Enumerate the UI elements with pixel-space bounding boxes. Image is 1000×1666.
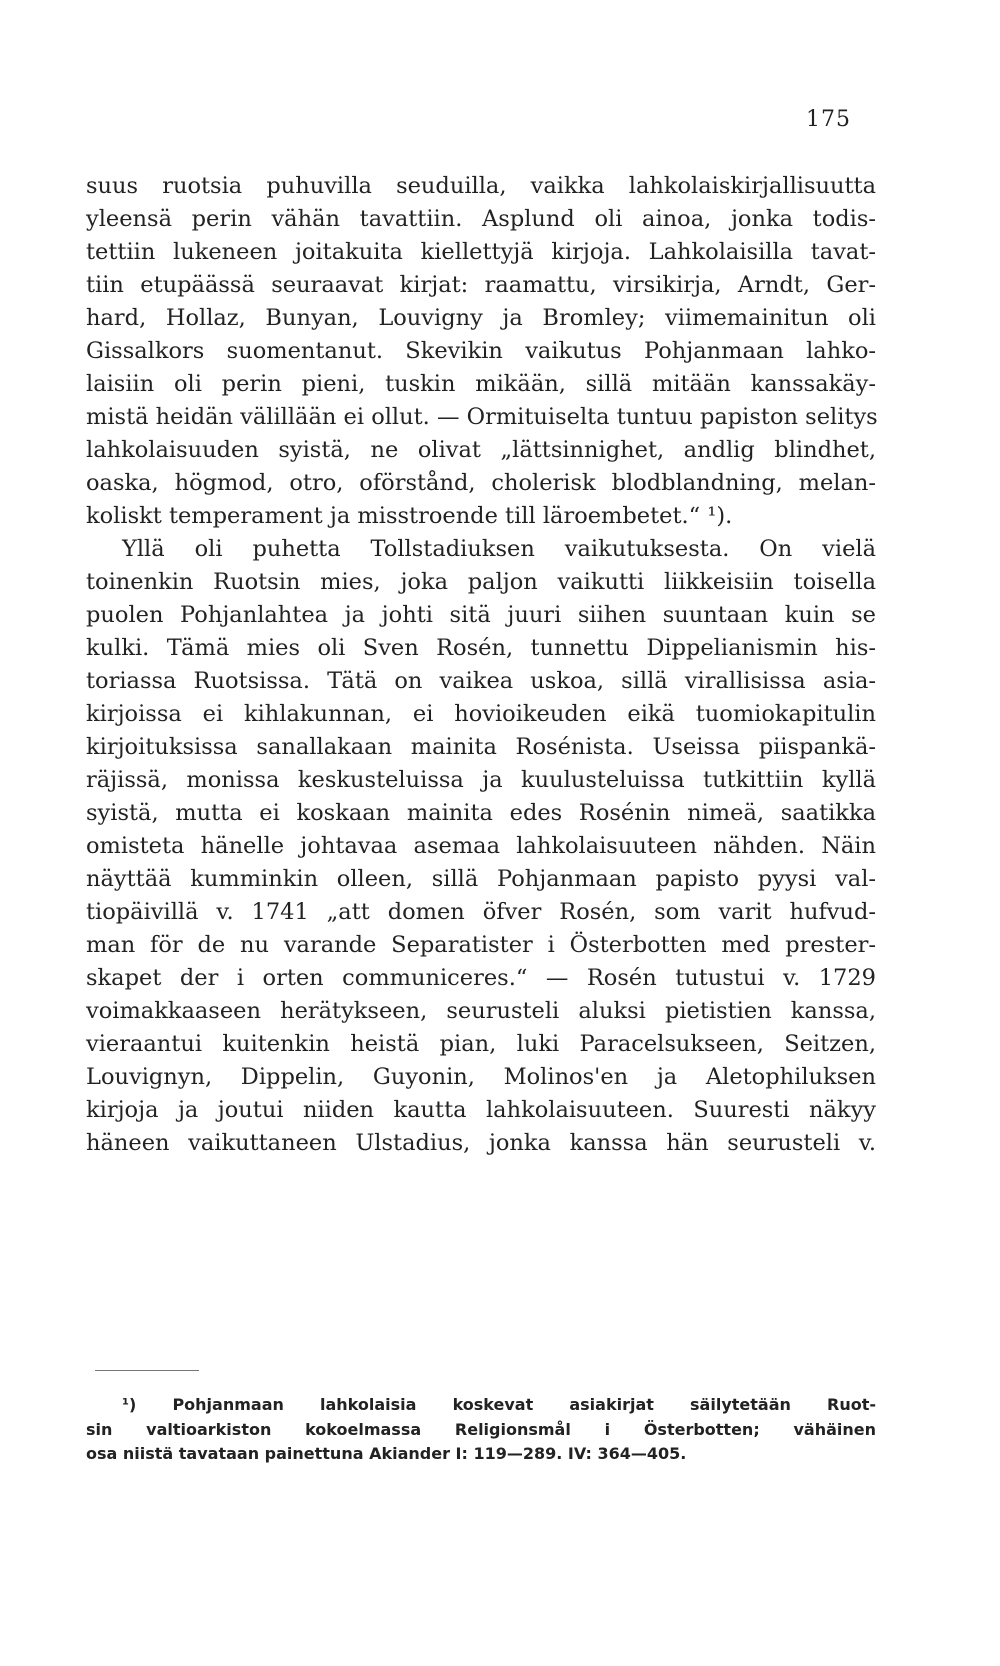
footnotes — [86, 1393, 876, 1467]
body-line: man för de nu varande Separatister i Österbotten med prester- — [86, 932, 876, 958]
body-line: näyttää kumminkin olleen, sillä Pohjanmaan papisto pyysi val- — [86, 866, 876, 892]
body-line: syistä, mutta ei koskaan mainita edes Rosénin nimeä, saatikka — [86, 800, 876, 826]
body-line: räjissä, monissa keskusteluissa ja kuulusteluissa tutkittiin kyllä — [86, 767, 876, 793]
body-line: suus ruotsia puhuvilla seuduilla, vaikka lahkolaiskirjallisuutta — [86, 173, 876, 199]
body-line: tiin etupäässä seuraavat kirjat: raamattu, virsikirja, Arndt, Ger- — [86, 272, 876, 298]
body-line: Gissalkors suomentanut. Skevikin vaikutus Pohjanmaan lahko- — [86, 338, 876, 364]
page-number: 175 — [806, 107, 851, 132]
body-line: koliskt temperament ja misstroende till läroembetet.“ ¹). — [86, 503, 733, 529]
body-line: laisiin oli perin pieni, tuskin mikään, sillä mitään kanssakäy- — [86, 371, 876, 397]
body-text — [86, 170, 876, 1160]
body-line: mistä heidän välillään ei ollut. — Ormituiselta tuntuu papiston selitys — [86, 404, 878, 430]
body-line: vieraantui kuitenkin heistä pian, luki Paracelsukseen, Seitzen, — [86, 1031, 876, 1057]
body-line: hard, Hollaz, Bunyan, Louvigny ja Bromley; viimemainitun oli — [86, 305, 876, 331]
body-line: omisteta hänelle johtavaa asemaa lahkolaisuuteen nähden. Näin — [86, 833, 876, 859]
body-line: lahkolaisuuden syistä, ne olivat „lättsinnighet, andlig blindhet, — [86, 437, 876, 463]
body-line: Yllä oli puhetta Tollstadiuksen vaikutuksesta. On vielä — [122, 536, 876, 562]
footnote-divider — [95, 1370, 199, 1371]
footnote-line: osa niistä tavataan painettuna Akiander I: 119—289. IV: 364—405. — [86, 1444, 687, 1463]
body-line: toinenkin Ruotsin mies, joka paljon vaikutti liikkeisiin toisella — [86, 569, 876, 595]
body-line: häneen vaikuttaneen Ulstadius, jonka kanssa hän seurusteli v. — [86, 1130, 876, 1156]
body-line: puolen Pohjanlahtea ja johti sitä juuri siihen suuntaan kuin se — [86, 602, 876, 628]
body-line: kirjoissa ei kihlakunnan, ei hovioikeuden eikä tuomiokapitulin — [86, 701, 876, 727]
footnote-line: sin valtioarkiston kokoelmassa Religionsmål i Österbotten; vähäinen — [86, 1419, 876, 1439]
body-line: kulki. Tämä mies oli Sven Rosén, tunnettu Dippelianismin his- — [86, 635, 876, 661]
body-line: tettiin lukeneen joitakuita kiellettyjä kirjoja. Lahkolaisilla tavat- — [86, 239, 876, 265]
body-line: voimakkaaseen herätykseen, seurusteli aluksi pietistien kanssa, — [86, 998, 876, 1024]
body-line: Louvignyn, Dippelin, Guyonin, Molinos'en ja Aletophiluksen — [86, 1064, 876, 1090]
footnote-line: ¹) Pohjanmaan lahkolaisia koskevat asiakirjat säilytetään Ruot- — [122, 1395, 876, 1414]
body-line: skapet der i orten communiceres.“ — Rosén tutustui v. 1729 — [86, 965, 876, 991]
body-line: yleensä perin vähän tavattiin. Asplund oli ainoa, jonka todis- — [86, 206, 876, 232]
body-line: kirjoituksissa sanallakaan mainita Rosénista. Useissa piispankä- — [86, 734, 876, 760]
body-line: kirjoja ja joutui niiden kautta lahkolaisuuteen. Suuresti näkyy — [86, 1097, 876, 1123]
body-line: oaska, högmod, otro, oförstånd, cholerisk blodblandning, melan- — [86, 470, 876, 496]
body-line: toriassa Ruotsissa. Tätä on vaikea uskoa, sillä virallisissa asia- — [86, 668, 876, 694]
body-line: tiopäivillä v. 1741 „att domen öfver Rosén, som varit hufvud- — [86, 899, 876, 925]
